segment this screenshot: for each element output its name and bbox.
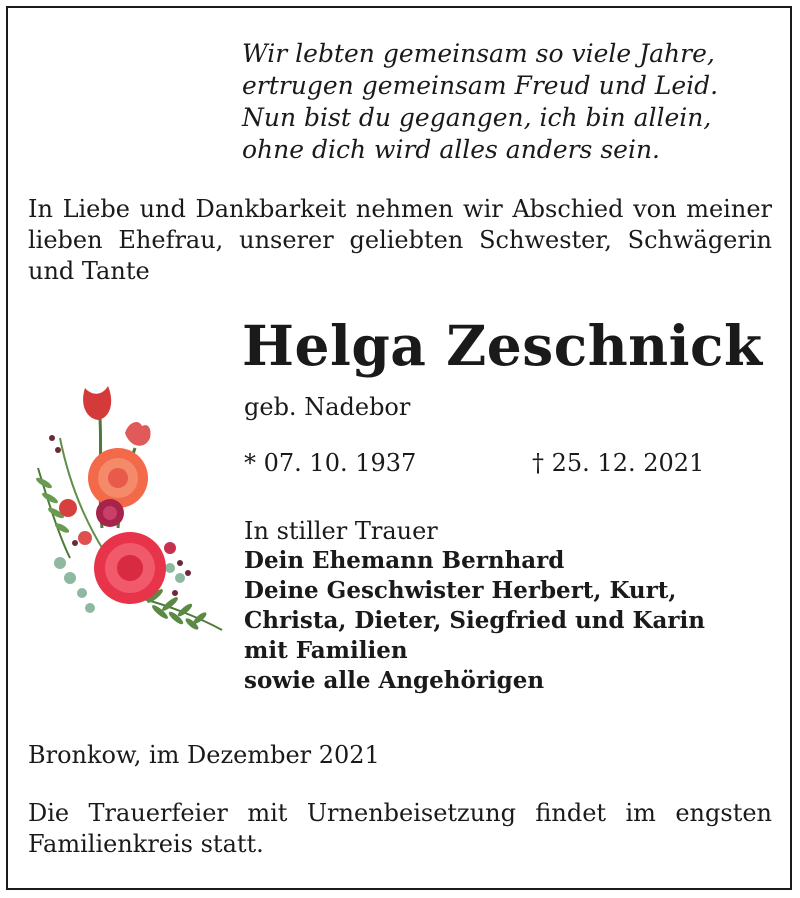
poem-line: Wir lebten gemeinsam so viele Jahre, bbox=[242, 39, 715, 68]
deceased-name: Helga Zeschnick bbox=[242, 313, 763, 378]
intro-text: In Liebe und Dankbarkeit nehmen wir Abschied von meiner lieben Ehefrau, unserer geliebten Schwester, Schwägerin und Tante bbox=[28, 195, 772, 285]
poem-line: ohne dich wird alles anders sein. bbox=[242, 135, 661, 164]
birth-name: geb. Nadebor bbox=[244, 393, 411, 421]
birth-date: * 07. 10. 1937 bbox=[244, 449, 417, 477]
service-note: Die Trauerfeier mit Urnenbeisetzung findet im engsten Familienkreis statt. bbox=[28, 799, 772, 858]
place-date: Bronkow, im Dezember 2021 bbox=[28, 741, 380, 769]
mourner-line: Christa, Dieter, Siegfried und Karin bbox=[244, 607, 705, 634]
mourner-line: sowie alle Angehörigen bbox=[244, 667, 545, 694]
poem-line: Nun bist du gegangen, ich bin allein, bbox=[242, 103, 712, 132]
mourner-line: mit Familien bbox=[244, 637, 408, 664]
mourner-line: Dein Ehemann Bernhard bbox=[244, 547, 565, 574]
mourners-block bbox=[244, 516, 784, 696]
poem-line: ertrugen gemeinsam Freud und Leid. bbox=[242, 71, 719, 100]
death-date: † 25. 12. 2021 bbox=[532, 449, 705, 477]
flower-bouquet-icon bbox=[30, 378, 230, 640]
poem bbox=[242, 38, 782, 166]
mourner-line: Deine Geschwister Herbert, Kurt, bbox=[244, 577, 677, 604]
mourning-lead: In stiller Trauer bbox=[244, 517, 438, 545]
